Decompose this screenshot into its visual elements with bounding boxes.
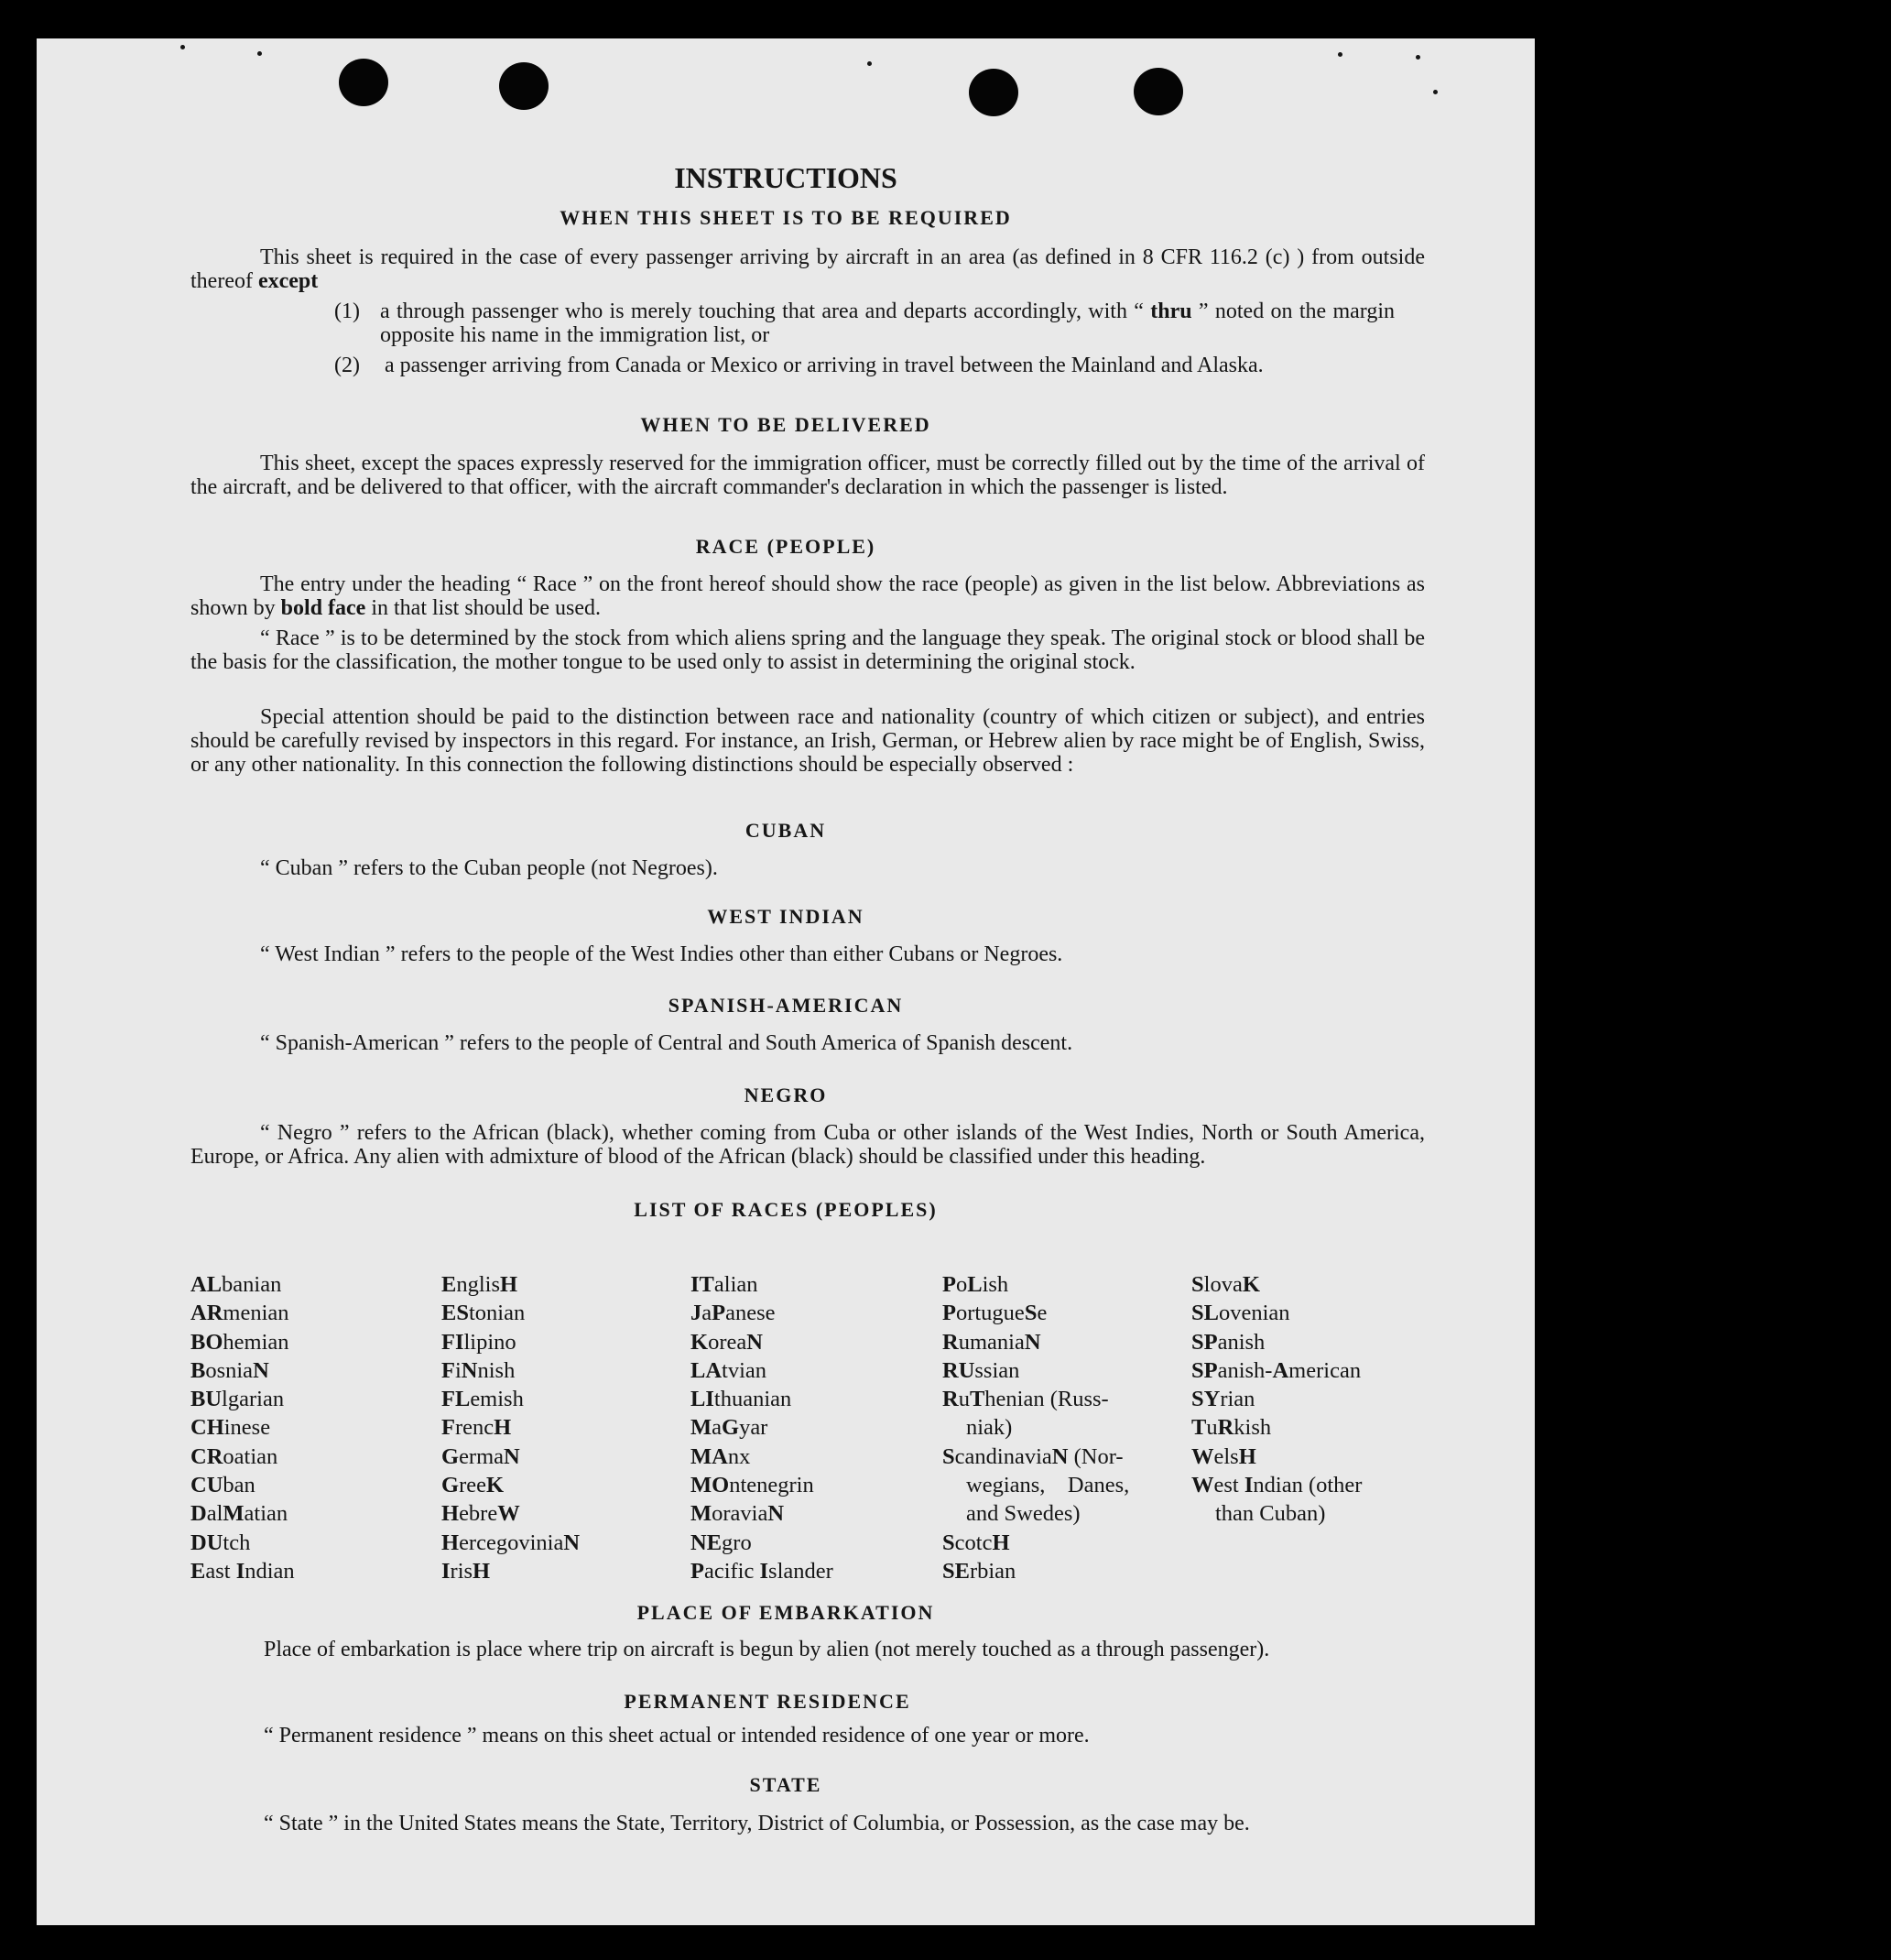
race-entry: wegians, Danes, — [966, 1473, 1130, 1498]
race-entry: than Cuban) — [1215, 1501, 1326, 1527]
paragraph: This sheet is required in the case of every passenger arriving by aircraft in an area (as defined in 8 CFR 116.2 (c) ) from outside thereof except — [190, 245, 1425, 293]
race-entry: MOntenegrin — [690, 1473, 814, 1498]
race-entry: SPanish — [1191, 1329, 1266, 1355]
paragraph: This sheet, except the spaces expressly reserved for the immigration officer, must be correctly filled out by the time of the arrival of the aircraft, and be delivered to that officer, with the aircraft commander's declaration in which the passenger is listed. — [190, 452, 1425, 499]
race-entry: ITalian — [690, 1272, 758, 1297]
race-entry: ScandinaviaN (Nor- — [942, 1443, 1124, 1469]
race-entry: HercegoviniaN — [441, 1530, 581, 1555]
speck — [867, 61, 872, 66]
speck — [180, 45, 185, 49]
race-entry: IrisH — [441, 1558, 491, 1584]
paragraph: “ Cuban ” refers to the Cuban people (not Negroes). — [260, 856, 718, 880]
race-entry: FIlipino — [441, 1329, 516, 1355]
section-heading: SPANISH-AMERICAN — [668, 994, 904, 1017]
race-entry: GreeK — [441, 1473, 505, 1498]
document-page: INSTRUCTIONS WHEN THIS SHEET IS TO BE REQUIRED This sheet is required in the case of every passenger arriving by aircraft in an area (as defined in 8 CFR 116.2 (c) ) from outside thereof except (1) a through passenger who is merely touching that area and departs accordingly, with “ thru ” noted on the margin opposite his name in the immigration list, or (2) a passenger arriving from Canada or Mexico or arriving in travel between the Mainland and Alaska. WHEN TO BE DELIVERED This sheet, except the spaces expressly reserved for the immigration officer, must be correctly filled out by the time of the arrival of the aircraft, and be delivered to that officer, with the aircraft commander's declaration in which the passenger is listed. RACE (PEOPLE) The entry under the heading “ Race ” on the front hereof should show the race (people) as given in the list below. Abbreviations as shown by bold face in that list should be used. “ Race ” is to be determined by the stock from which aliens spring and the language they speak. The original stock or blood shall be the basis for the classification, the mother tongue to be used only to assist in determining the original stock. Special attention should be paid to the distinction between race and nationality (country of which citizen or subject), and entries should be carefully revised by inspectors in this regard. For instance, an Irish, German, or Hebrew alien by race might be of English, Swiss, or any other nationality. In this connection the following distinctions should be especially observed : CUBAN “ Cuban ” refers to the Cuban people (not Negroes). WEST INDIAN “ West Indian ” refers to the people of the West Indies other than either Cubans or Negroes. SPANISH-AMERICAN “ Spanish-American ” refers to the people of Central and South America of Spanish descent. NEGRO “ Negro ” refers to the African (black), whether coming from Cuba or other islands of the West Indies, North or South America, Europe, or Africa. Any alien with admixture of blood of the African (black) should be classified under this heading. LIST OF RACES (PEOPLES) ALbanian ARmenian BOhemian BosniaN BUlgarian CHinese CRoatian CUban DalMatian DUtch East Indian EnglisH EStonian FIlipino FiNnish FLemish FrencH GermaN GreeK HebreW HercegoviniaN IrisH ITalian JaPanese KoreaN LAtvian LIthuanian MaGyar MAnx MOntenegrin MoraviaN NEgro Pacific Islander PoLish PortugueSe RumaniaN RUssian RuThenian (Russ- niak) ScandinaviaN (Nor- wegians, Danes, and Swedes) ScotcH SErbian SlovaK SLovenian SPanish SPanish-American SYrian TuRkish WelsH West Indian (other than Cuban) PLACE OF EMBARKATION Place of embarkation is place where trip on aircraft is begun by alien (not merely touched as a through passenger). PERMANENT RESIDENCE “ Permanent residence ” means on this sheet actual or intended residence of one year or more. STATE “ State ” in the United States means the State, Territory, District of Columbia, or Possession, as the case may be. — [37, 38, 1535, 1925]
speck — [257, 51, 262, 56]
race-entry: Pacific Islander — [690, 1558, 833, 1584]
races-column — [441, 1270, 580, 1585]
section-heading: WHEN THIS SHEET IS TO BE REQUIRED — [560, 206, 1012, 229]
punch-hole — [339, 59, 388, 106]
race-entry: LAtvian — [690, 1357, 767, 1383]
race-entry: BUlgarian — [190, 1387, 285, 1412]
paragraph: Special attention should be paid to the distinction between race and nationality (country of which citizen or subject), and entries should be carefully revised by inspectors in this regard. For instance, an Irish, German, or Hebrew alien by race might be of English, Swiss, or any other nationality. In this connection the following distinctions should be especially observed : — [190, 705, 1425, 777]
race-entry: CUban — [190, 1473, 255, 1498]
race-entry: SLovenian — [1191, 1301, 1290, 1326]
race-entry: CRoatian — [190, 1443, 278, 1469]
paragraph: “ Race ” is to be determined by the stock from which aliens spring and the language they speak. The original stock or blood shall be the basis for the classification, the mother tongue to be used only to assist in determining the original stock. — [190, 626, 1425, 674]
race-entry: SYrian — [1191, 1387, 1255, 1412]
section-heading: STATE — [749, 1773, 822, 1796]
race-entry: CHinese — [190, 1415, 271, 1441]
section-heading: NEGRO — [744, 1083, 828, 1106]
race-entry: JaPanese — [690, 1301, 776, 1326]
paragraph: Place of embarkation is place where trip on aircraft is begun by alien (not merely touched as a through passenger). — [264, 1638, 1270, 1661]
race-entry: and Swedes) — [966, 1501, 1081, 1527]
race-entry: BosniaN — [190, 1357, 269, 1383]
race-entry: FrencH — [441, 1415, 512, 1441]
race-entry: MaGyar — [690, 1415, 768, 1441]
race-entry: ALbanian — [190, 1272, 282, 1297]
punch-hole — [969, 69, 1018, 116]
section-heading: RACE (PEOPLE) — [695, 535, 876, 558]
race-entry: SPanish-American — [1191, 1357, 1362, 1383]
races-column — [1191, 1270, 1362, 1529]
speck — [1433, 90, 1438, 94]
race-entry: FiNnish — [441, 1357, 516, 1383]
speck — [1338, 52, 1342, 57]
race-entry: WelsH — [1191, 1443, 1256, 1469]
section-heading: WEST INDIAN — [707, 905, 864, 928]
race-entry: NEgro — [690, 1530, 752, 1555]
section-heading: LIST OF RACES (PEOPLES) — [634, 1198, 938, 1221]
race-entry: PortugueSe — [942, 1301, 1048, 1326]
punch-hole — [499, 62, 549, 110]
race-entry: DalMatian — [190, 1501, 288, 1527]
paragraph: “ Negro ” refers to the African (black), whether coming from Cuba or other islands of the West Indies, North or South America, Europe, or Africa. Any alien with admixture of blood of the African (black) should be classified under this heading. — [190, 1121, 1425, 1169]
punch-hole — [1134, 68, 1183, 115]
paragraph: “ West Indian ” refers to the people of the West Indies other than either Cubans or Negroes. — [260, 942, 1063, 966]
section-heading: PLACE OF EMBARKATION — [636, 1601, 935, 1624]
paragraph: The entry under the heading “ Race ” on the front hereof should show the race (people) as given in the list below. Abbreviations as shown by bold face in that list should be used. — [190, 572, 1425, 620]
race-entry: ARmenian — [190, 1301, 289, 1326]
race-entry: KoreaN — [690, 1329, 763, 1355]
race-entry: SlovaK — [1191, 1272, 1260, 1297]
race-entry: BOhemian — [190, 1329, 289, 1355]
race-entry: MAnx — [690, 1443, 751, 1469]
section-heading: PERMANENT RESIDENCE — [624, 1690, 911, 1713]
race-entry: LIthuanian — [690, 1387, 792, 1412]
races-column — [190, 1270, 295, 1585]
race-entry: RumaniaN — [942, 1329, 1041, 1355]
race-entry: ScotcH — [942, 1530, 1010, 1555]
races-column — [690, 1270, 833, 1585]
speck — [1416, 55, 1420, 60]
race-entry: niak) — [966, 1415, 1013, 1441]
race-entry: EnglisH — [441, 1272, 518, 1297]
race-entry: GermaN — [441, 1443, 520, 1469]
race-entry: DUtch — [190, 1530, 251, 1555]
section-heading: CUBAN — [744, 819, 827, 842]
race-entry: TuRkish — [1191, 1415, 1272, 1441]
race-entry: EStonian — [441, 1301, 526, 1326]
race-entry: HebreW — [441, 1501, 520, 1527]
race-entry: East Indian — [190, 1558, 295, 1584]
page-title: INSTRUCTIONS — [674, 161, 897, 194]
race-entry: FLemish — [441, 1387, 524, 1412]
section-heading: WHEN TO BE DELIVERED — [640, 413, 931, 436]
race-entry: PoLish — [942, 1272, 1009, 1297]
paragraph: “ State ” in the United States means the State, Territory, District of Columbia, or Possession, as the case may be. — [264, 1812, 1250, 1835]
race-entry: RUssian — [942, 1357, 1020, 1383]
paragraph: “ Spanish-American ” refers to the people of Central and South America of Spanish descent. — [260, 1031, 1073, 1055]
race-entry: RuThenian (Russ- — [942, 1387, 1109, 1412]
race-entry: West Indian (other — [1191, 1473, 1363, 1498]
race-entry: MoraviaN — [690, 1501, 785, 1527]
paragraph: “ Permanent residence ” means on this sheet actual or intended residence of one year or more. — [264, 1724, 1090, 1748]
race-entry: SErbian — [942, 1558, 1016, 1584]
races-column — [942, 1270, 1129, 1585]
